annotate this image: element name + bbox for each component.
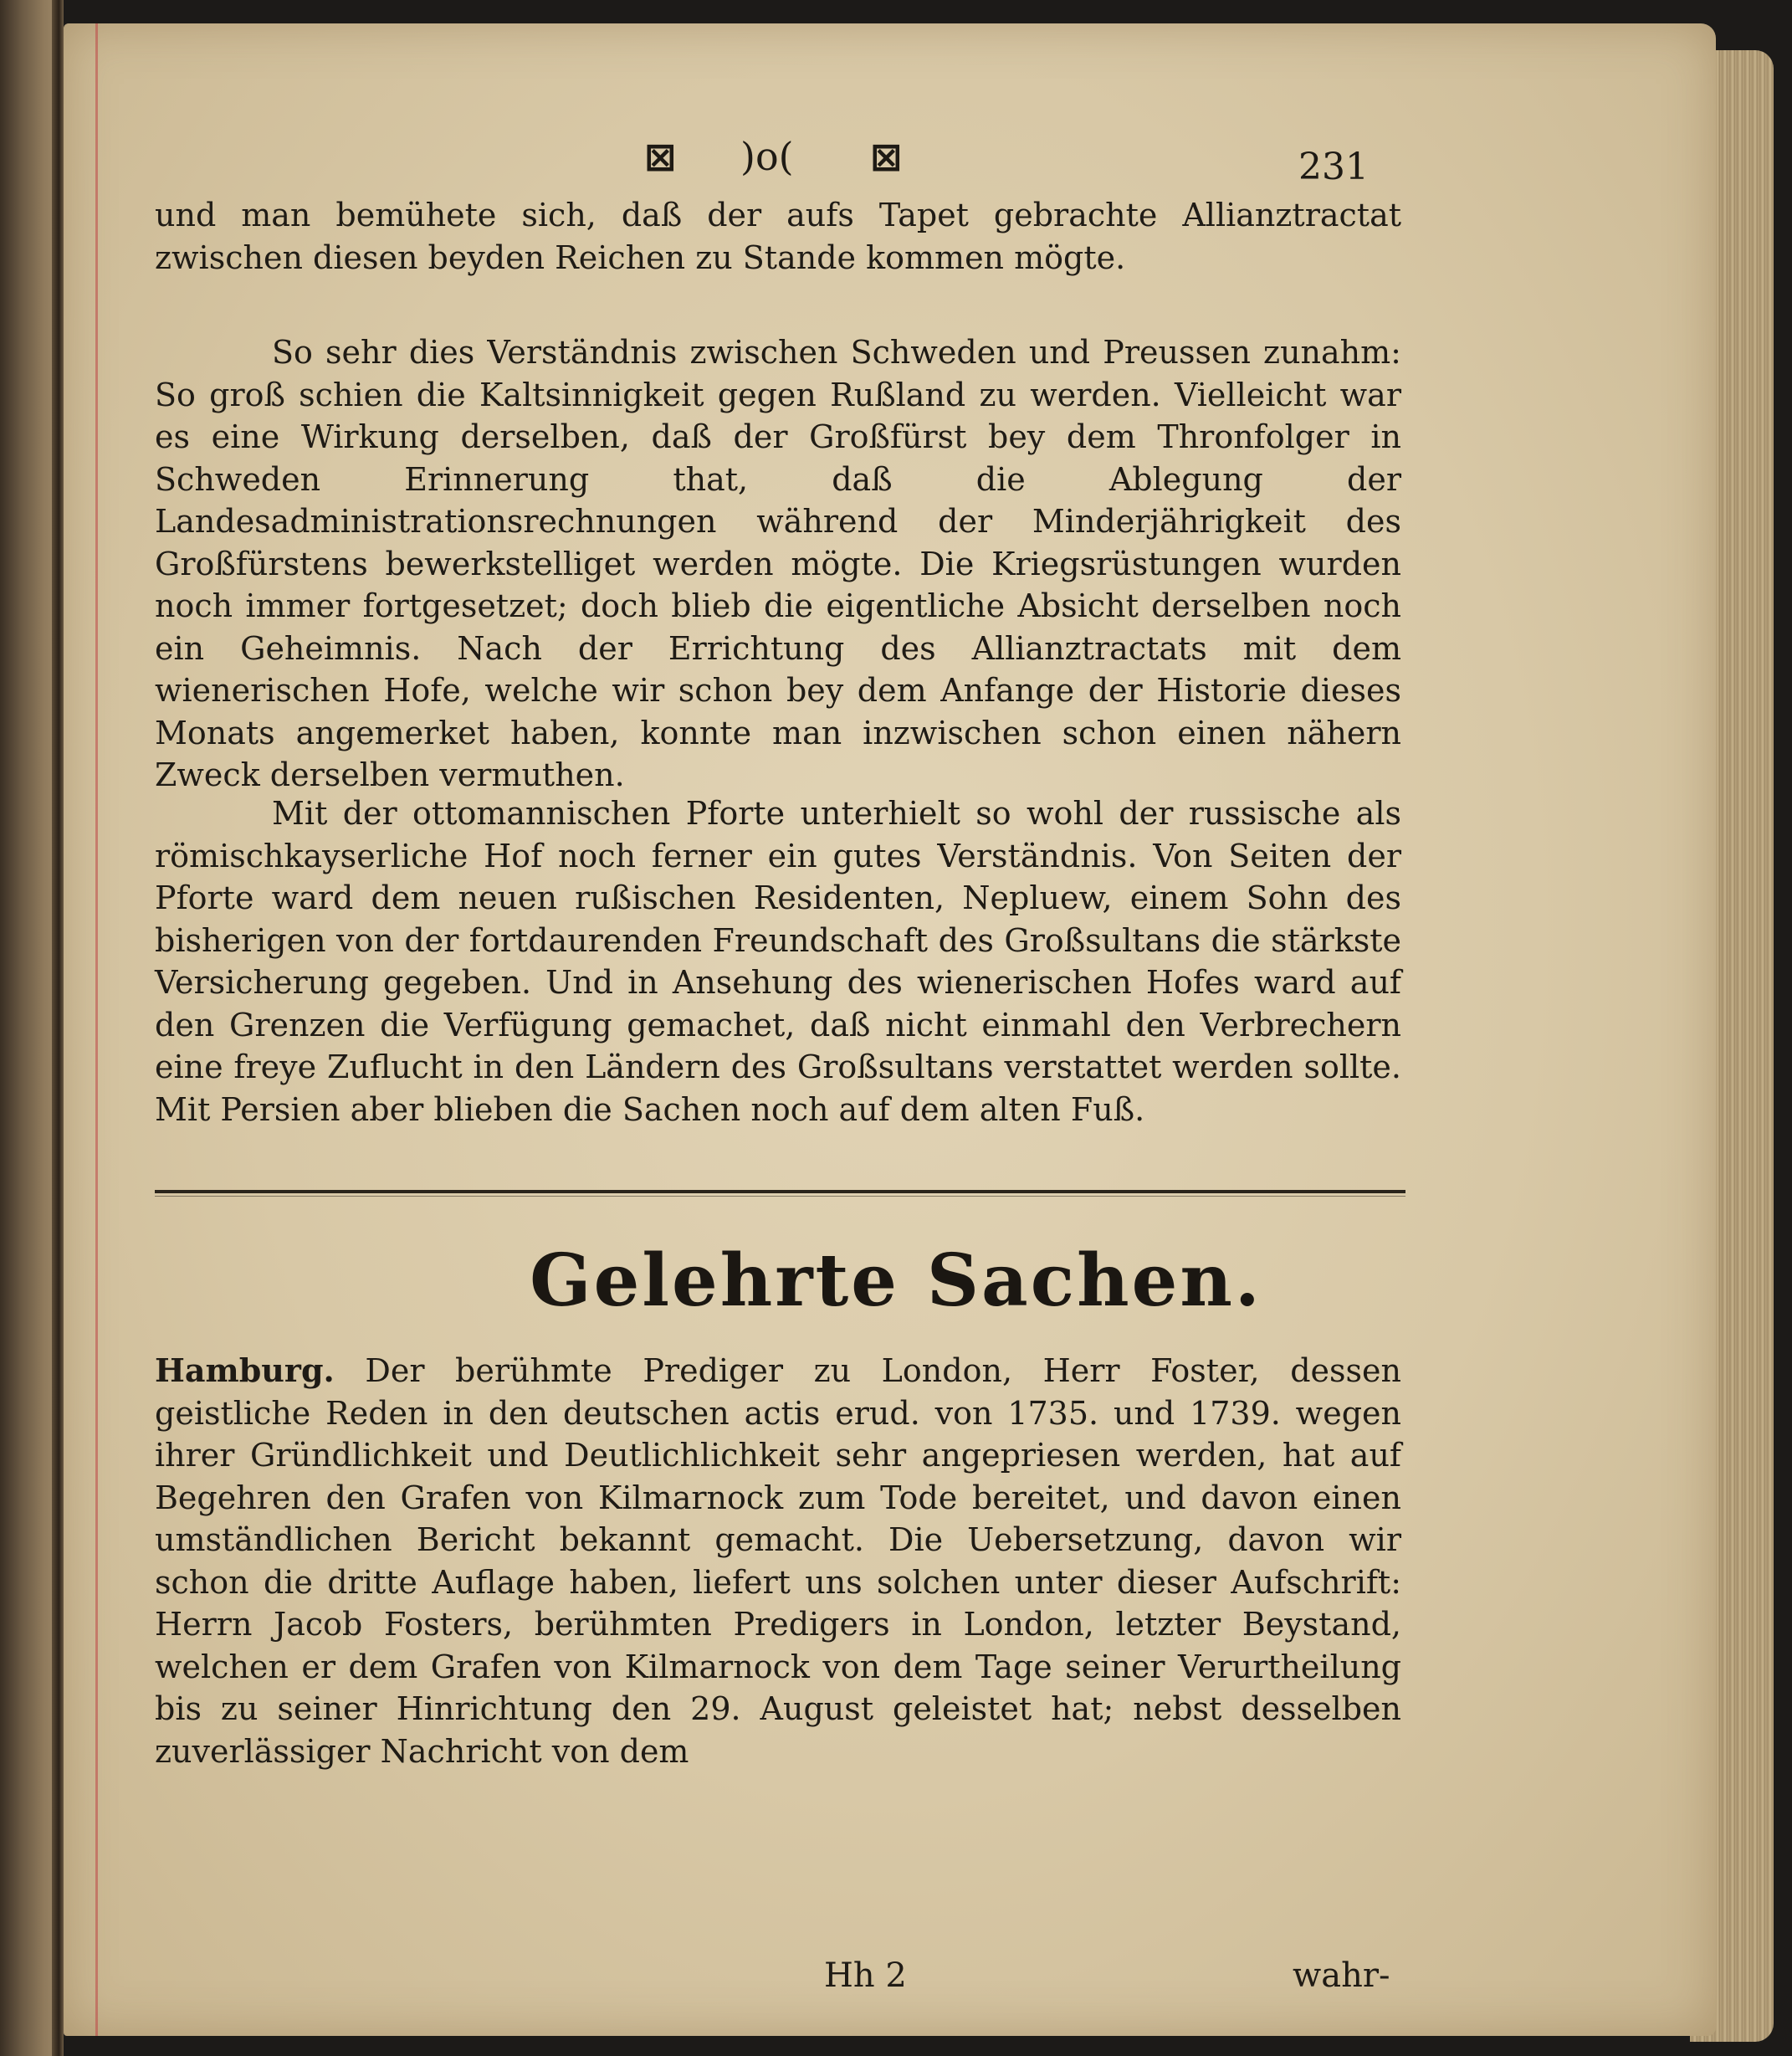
paragraph-2 <box>155 331 1401 797</box>
signature-mark: Hh 2 <box>824 1956 907 1995</box>
section-title: Gelehrte Sachen. <box>530 1238 1262 1323</box>
margin-line <box>95 23 98 2036</box>
paragraph-4-text <box>155 1350 1401 1772</box>
ornament-left-icon: ⊠ <box>644 134 678 179</box>
header-mark: )o( <box>740 134 794 179</box>
running-header <box>0 134 1792 188</box>
ornament-right-icon: ⊠ <box>870 134 904 179</box>
paragraph-1 <box>155 194 1401 279</box>
catchword: wahr- <box>1293 1956 1390 1995</box>
section-divider <box>155 1190 1405 1203</box>
page-number: 231 <box>1298 146 1369 188</box>
paragraph-1-text: und man bemühete sich, daß der aufs Tapet gebrachte Allianztractat zwischen diesen beyden Reichen zu Stande kommen mögte. <box>155 197 1401 276</box>
paragraph-2-text: So sehr dies Verständnis zwischen Schweden und Preussen zunahm: So groß schien die Kaltsinnigkeit gegen Rußland zu werden. Vielleicht war es eine Wirkung derselben, daß der Großfürst bey dem Thronfolger in Schweden Erinnerung that, daß die Ablegung der Landesadministrationsrechnungen während der Minderjährigkeit des Großfürstens bewerkstelliget werden mögte. Die Kriegsrüstungen wurden noch immer fortgesetzet; doch blieb die eigentliche Absicht derselben noch ein Geheimnis. Nach der Errichtung des Allianztractats mit dem wienerischen Hofe, welche wir schon bey dem Anfange der Historie dieses Monats angemerket haben, konnte man inzwischen schon einen nähern Zweck derselben vermuthen. <box>155 334 1401 793</box>
paragraph-4 <box>155 1350 1401 1772</box>
paragraph-3 <box>155 792 1401 1131</box>
binding-seam <box>52 0 64 2056</box>
paragraph-4-body: Der berühmte Prediger zu London, Herr Foster, dessen geistliche Reden in den deutschen actis erud. von 1735. und 1739. wegen ihrer Gründlichkeit und Deutlichlichkeit sehr angepriesen werden, hat auf Begehren den Grafen von Kilmarnock zum Tode bereitet, und davon einen umständlichen Bericht bekannt gemacht. Die Uebersetzung, davon wir schon die dritte Auflage haben, liefert uns solchen unter dieser Aufschrift: Herrn Jacob Fosters, berühmten Predigers in London, letzter Beystand, welchen er dem Grafen von Kilmarnock von dem Tage seiner Verurtheilung bis zu seiner Hinrichtung den 29. August geleistet hat; nebst desselben zuverlässiger Nachricht von dem <box>155 1352 1401 1770</box>
paragraph-3-text: Mit der ottomannischen Pforte unterhielt so wohl der russische als römischkayserliche Hof noch ferner ein gutes Verständnis. Von Seiten der Pforte ward dem neuen rußischen Residenten, Nepluew, einem Sohn des bisherigen von der fortdaurenden Freundschaft des Großsultans die stärkste Versicherung gegeben. Und in Ansehung des wienerischen Hofes ward auf den Grenzen die Verfügung gemachet, daß nicht einmahl den Verbrechern eine freye Zuflucht in den Ländern des Großsultans verstattet werden sollte. Mit Persien aber blieben die Sachen noch auf dem alten Fuß. <box>155 795 1401 1128</box>
paragraph-4-lead: Hamburg. <box>155 1351 335 1389</box>
